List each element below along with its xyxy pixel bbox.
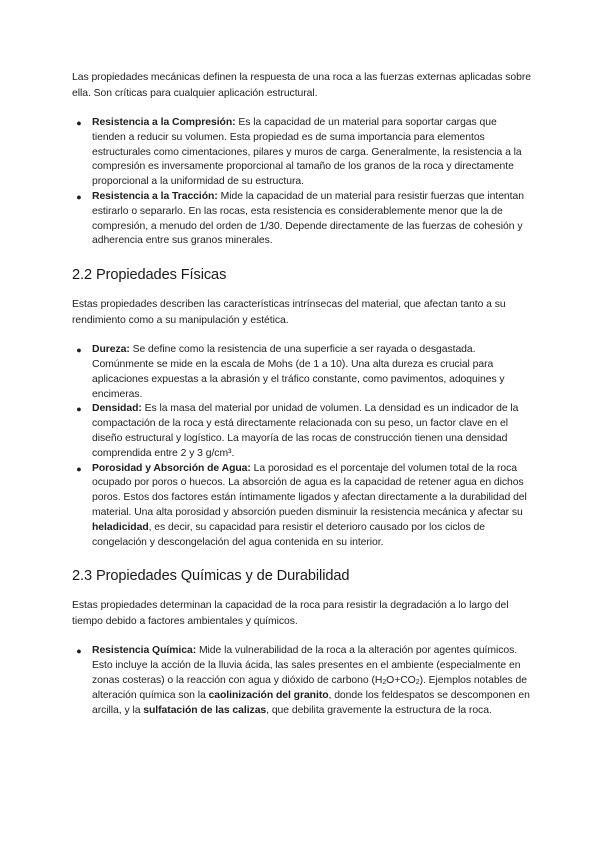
bullet-icon: ● [76, 345, 82, 356]
term-traction: Resistencia a la Tracción: [92, 190, 218, 202]
term-hardness: Dureza: [92, 344, 130, 356]
term-density: Densidad: [92, 403, 142, 415]
list-item [76, 402, 532, 461]
term-heladicidad: heladicidad [92, 521, 149, 533]
mechanical-intro-paragraph: Las propiedades mecánicas definen la respuesta de una roca a las fuerzas externas aplicadas sobre ella. Son críticas para cualquier aplicación estructural. [72, 72, 531, 99]
definition-porosity-a: La porosidad es el porcentaje del volumen total de la roca ocupado por poros o huecos. La absorción de agua es la capacidad de retener agua en dichos poros. Estos dos factores están íntimamente ligados y afectan directamente a la durabilidad del material. Una alta porosidad y absorción pueden disminuir la resistencia mecánica y afectar su [92, 462, 527, 518]
section-heading-physical: 2.2 Propiedades Físicas [72, 267, 227, 284]
term-porosity: Porosidad y Absorción de Agua: [92, 462, 251, 474]
chemical-properties-list [72, 644, 532, 718]
document-body [72, 70, 532, 718]
definition-chemical-b: O+CO [386, 674, 416, 686]
list-item [76, 462, 532, 551]
list-item [76, 116, 532, 190]
term-kaolinization: caolinización del granito [208, 689, 329, 701]
definition-hardness: Se define como la resistencia de una superficie a ser rayada o desgastada. Comúnmente se mide en la escala de Mohs (de 1 a 10). Una alta dureza es crucial para aplicaciones expuestas a la abrasión y el tráfico constante, como pavimentos, adoquines y encimeras. [92, 344, 505, 400]
definition-compression: Es la capacidad de un material para soportar cargas que tienden a reducir su volumen. Esta propiedad es de suma importancia para elementos estructurales como cimentaciones, pilares y muros de carga. Generalmente, la resistencia a la compresión es inversamente proporcional al tamaño de los granos de la roca y directamente proporcional a la uniformidad de su estructura. [92, 117, 522, 188]
mechanical-properties-list [72, 116, 532, 249]
bullet-icon: ● [76, 404, 82, 415]
bullet-icon: ● [76, 646, 82, 657]
term-compression: Resistencia a la Compresión: [92, 117, 236, 128]
term-sulfation: sulfatación de las calizas [143, 704, 267, 716]
definition-traction: Mide la capacidad de un material para resistir fuerzas que intentan estirarlo o separarlo. En las rocas, esta resistencia es considerablemente menor que la de compresión, a menudo del orden de 1/30. Depende directamente de las fuerzas de cohesión y adherencia entre sus granos minerales. [92, 190, 524, 247]
bullet-icon: ● [76, 118, 82, 128]
physical-properties-list [72, 343, 532, 550]
term-chemical-resistance: Resistencia Química: [92, 645, 197, 657]
definition-chemical-c: ). Ejemplos notables de alteración química son la [92, 674, 527, 701]
definition-density: Es la masa del material por unidad de volumen. La densidad es un indicador de la compactación de la roca y está directamente relacionada con su peso, un factor clave en el diseño estructural y logístico. La mayoría de las rocas de construcción tienen una densidad comprendida entre 2 y 3 g/cm³. [92, 403, 519, 459]
section-heading-chemical: 2.3 Propiedades Químicas y de Durabilidad [72, 568, 350, 585]
bullet-icon: ● [76, 191, 82, 202]
bullet-icon: ● [76, 463, 82, 474]
chemical-intro-paragraph: Estas propiedades determinan la capacidad de la roca para resistir la degradación a lo largo del tiempo debido a factores ambientales y químicos. [72, 600, 509, 628]
list-item [76, 644, 532, 718]
list-item [76, 343, 532, 402]
definition-porosity-b: , es decir, su capacidad para resistir el deterioro causado por los ciclos de congelación y descongelación del agua contenida en su interior. [92, 521, 485, 548]
physical-intro-paragraph: Estas propiedades describen las características intrínsecas del material, que afectan tanto a su rendimiento como a su manipulación y estética. [72, 299, 506, 327]
definition-chemical-d: , donde los feldespatos se descomponen en arcilla, y la [92, 689, 530, 716]
list-item [76, 190, 532, 249]
subscript-2: 2 [415, 678, 420, 686]
definition-chemical-e: , que debilita gravemente la estructura de la roca. [266, 704, 492, 716]
definition-chemical-a: Mide la vulnerabilidad de la roca a la alteración por agentes químicos. Esto incluye la acción de la lluvia ácida, las sales presentes en el ambiente (especialmente en zonas costeras) o la reacción con agua y dióxido de carbono (H [92, 645, 521, 686]
subscript-2: 2 [382, 678, 387, 686]
